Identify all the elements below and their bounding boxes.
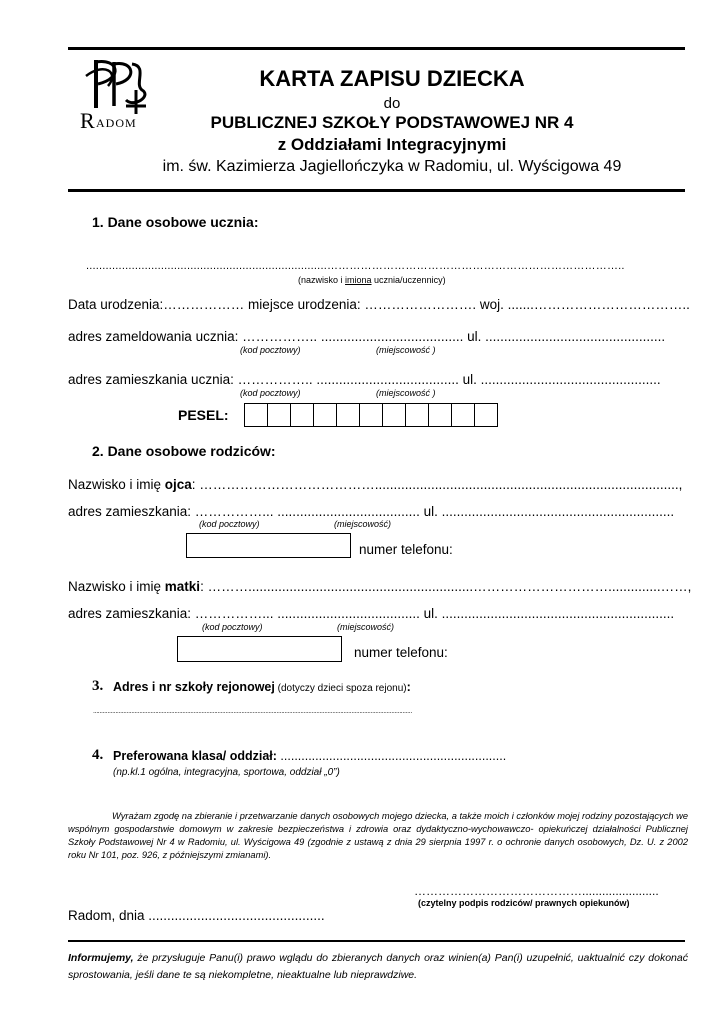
city-hint: (miejscowość )	[376, 345, 436, 355]
city-hint: (miejscowość)	[337, 622, 395, 632]
pesel-input[interactable]	[245, 403, 498, 427]
signature-field[interactable]: …………………………………….......................	[414, 884, 659, 898]
city-hint: (miejscowość)	[334, 519, 392, 529]
section-3-number: 3.	[92, 678, 104, 694]
title-do: do	[383, 95, 401, 112]
pesel-label: PESEL:	[178, 407, 229, 423]
school-name: PUBLICZNEJ SZKOŁY PODSTAWOWEJ NR 4	[210, 113, 574, 132]
father-address-field[interactable]: adres zamieszkania: ……………... ...................................... ul. ..............................................................	[68, 504, 675, 519]
mother-name-field[interactable]: Nazwisko i imię matki: ………............................................................…………………………..............……,	[68, 579, 692, 594]
residence-address-field[interactable]: adres zamieszkania ucznia: …………….. ...................................... ul. ................................................	[68, 372, 661, 387]
section-4-number: 4.	[92, 747, 104, 763]
father-name-field[interactable]: Nazwisko i imię ojca: ………………………………….................................................................................,	[68, 477, 683, 492]
section-1-heading: 1. Dane osobowe ucznia:	[92, 214, 259, 230]
registered-address-field[interactable]: adres zameldowania ucznia: …………….. ...................................... ul. ................................................	[68, 329, 666, 344]
school-integration: z Oddziałami Integracyjnymi	[277, 135, 507, 154]
mother-phone-label: numer telefonu:	[354, 645, 448, 660]
mother-phone-input[interactable]	[177, 636, 342, 662]
student-name-hint: (nazwisko i imiona ucznia/uczennicy)	[298, 275, 446, 285]
header-rule	[68, 189, 685, 192]
father-phone-label: numer telefonu:	[359, 542, 453, 557]
school-patron-address: im. św. Kazimierza Jagiellończyka w Radomiu, ul. Wyścigowa 49	[162, 158, 622, 175]
student-name-field[interactable]: ..........................................................................……………………………………………………………………..	[86, 260, 625, 272]
section-3-heading: Adres i nr szkoły rejonowej (dotyczy dzieci spoza rejonu):	[113, 680, 411, 694]
birth-data-field[interactable]: Data urodzenia:……………… miejsce urodzenia: ……………………. woj. .......……………………………..	[68, 297, 690, 312]
preferred-class-field[interactable]: Preferowana klasa/ oddział: .................................................................	[113, 749, 507, 763]
logo-text: ADOM	[96, 116, 137, 130]
postal-code-hint: (kod pocztowy)	[199, 519, 260, 529]
page-title: KARTA ZAPISU DZIECKA	[259, 66, 525, 91]
top-rule	[68, 47, 685, 50]
preferred-class-hint: (np.kl.1 ogólna, integracyjna, sportowa, oddział „0”)	[113, 767, 340, 778]
signature-label: (czytelny podpis rodziców/ prawnych opiekunów)	[418, 898, 630, 908]
info-text: Informujemy, że przysługuje Panu(i) prawo wglądu do zbieranych danych oraz winien(a) Pan(i) uzupełnić, uaktualnić czy dokonać sprostowania, jeśli dane te są niekompletne, nieaktualne lub nieprawdziwe.	[68, 952, 688, 981]
footer-rule	[68, 940, 685, 942]
postal-code-hint: (kod pocztowy)	[240, 345, 301, 355]
mother-address-field[interactable]: adres zamieszkania: ……………... ...................................... ul. ..............................................................	[68, 606, 675, 621]
father-phone-input[interactable]	[186, 533, 351, 558]
postal-code-hint: (kod pocztowy)	[202, 622, 263, 632]
city-hint: (miejscowość )	[376, 388, 436, 398]
section-2-heading: 2. Dane osobowe rodziców:	[92, 443, 276, 459]
district-school-field[interactable]: ........................................................................................................................................................................................................	[93, 708, 412, 715]
logo-letter-r: R	[80, 108, 95, 133]
consent-text: Wyrażam zgodę na zbieranie i przetwarzanie danych osobowych mojego dziecka, a także moich i członków mojej rodziny pozostających we wspólnym gospodarstwie domowym w zakresie bezpieczeństwa i zdrowia oraz dydaktyczno-wychowawczo- opiekuńczej działalności Publicznej Szkoły Podstawowej Nr 4 w Radomiu, ul. Wyścigowa 49 (zgodnie z ustawą z dnia 29 sierpnia 1997 r. o ochronie danych osobowych, Dz. U. z 2002 roku Nr 101, poz. 926, z późniejszymi zmianami).	[68, 811, 688, 860]
postal-code-hint: (kod pocztowy)	[240, 388, 301, 398]
date-field[interactable]: Radom, dnia ...............................................	[68, 908, 325, 923]
